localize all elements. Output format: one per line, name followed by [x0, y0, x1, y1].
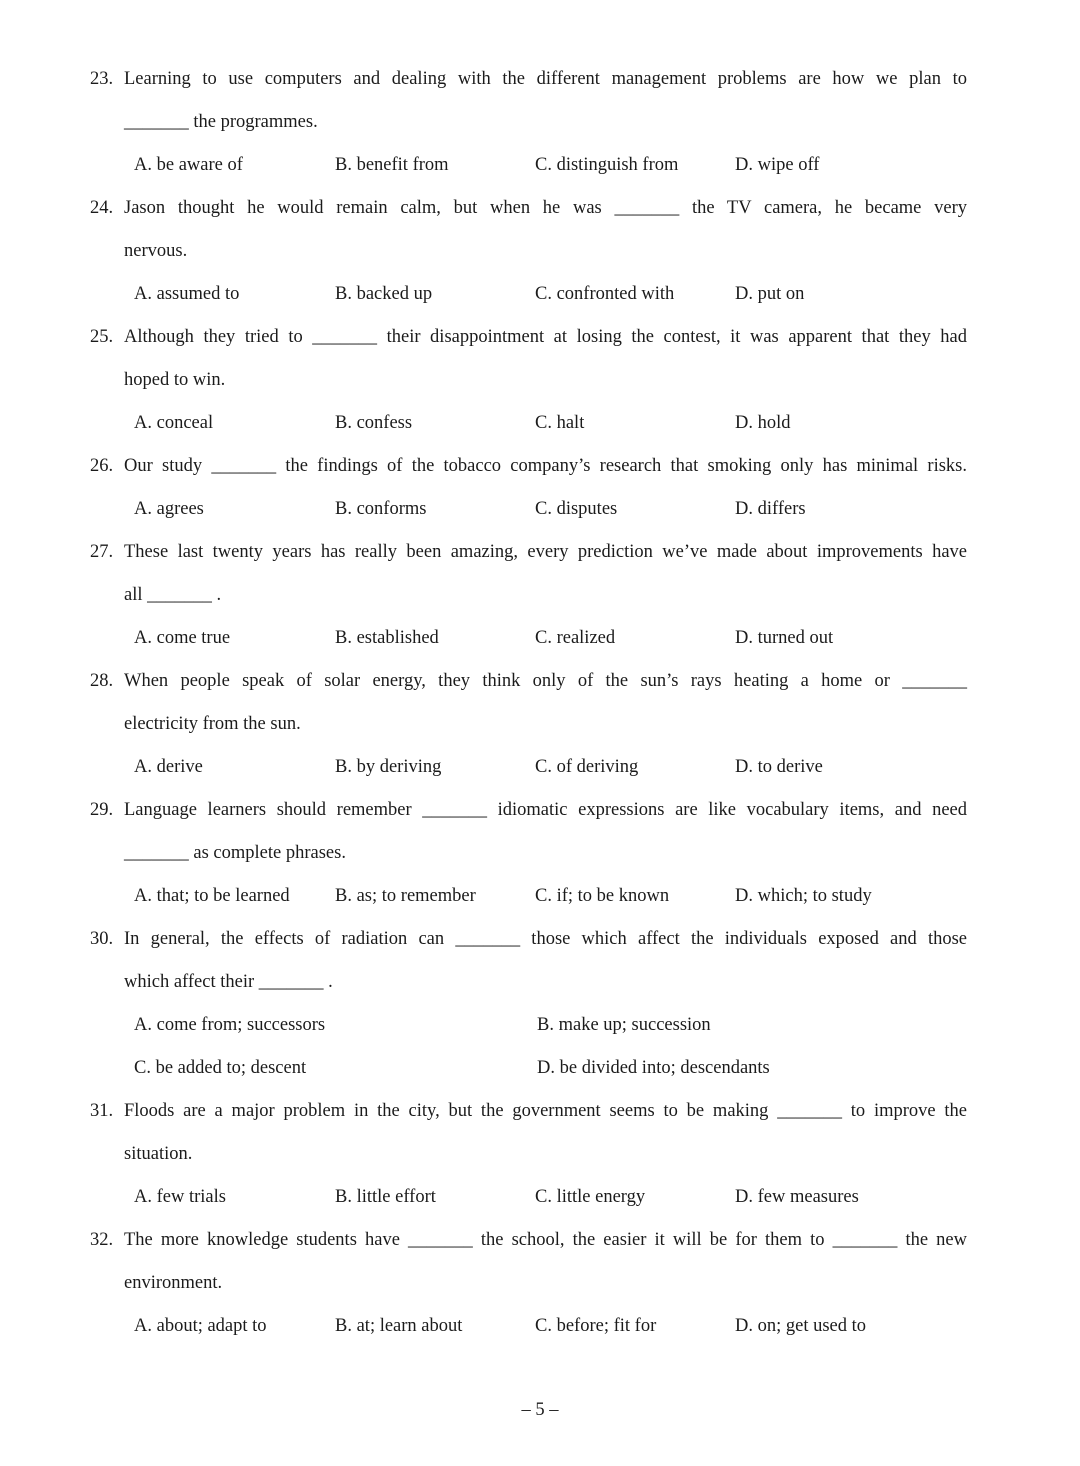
question-32-option-a: A. about; adapt to [134, 1316, 267, 1336]
question-26-options-row-1 [124, 488, 967, 531]
question-30-line-2: which affect their _______ . [124, 972, 333, 992]
question-32-number: 32. [90, 1230, 114, 1250]
question-31-line-1: 31. Floods are a major problem in the city, but the government seems to be making _______ to improve the [124, 1090, 967, 1133]
question-28-option-b: B. by deriving [335, 757, 442, 777]
question-26-option-c: C. disputes [535, 499, 618, 519]
question-28-option-a: A. derive [134, 757, 203, 777]
question-26-number: 26. [90, 456, 114, 476]
question-26 [90, 445, 967, 531]
question-24-option-b: B. backed up [335, 284, 433, 304]
question-26-option-b: B. conforms [335, 499, 427, 519]
question-30-options-row-1 [124, 1004, 967, 1047]
question-29-line-1: 29. Language learners should remember _______ idiomatic expressions are like vocabulary items, and need [124, 789, 967, 832]
question-23-line-2: _______ the programmes. [124, 112, 318, 132]
question-31-option-d: D. few measures [735, 1187, 859, 1207]
question-25-option-c: C. halt [535, 413, 585, 433]
question-24-line-2: nervous. [124, 241, 188, 261]
question-25-number: 25. [90, 327, 114, 347]
question-32-option-c: C. before; fit for [535, 1316, 657, 1336]
question-25-line-2: hoped to win. [124, 370, 226, 390]
question-28 [90, 660, 967, 789]
question-24-option-a: A. assumed to [134, 284, 240, 304]
question-30-option-d: D. be divided into; descendants [537, 1058, 770, 1078]
question-27-option-a: A. come true [134, 628, 231, 648]
question-27-number: 27. [90, 542, 114, 562]
question-32-options-row-1 [124, 1305, 967, 1348]
question-28-options-row-1 [124, 746, 967, 789]
question-list [90, 58, 967, 1348]
question-32 [90, 1219, 967, 1348]
question-29-number: 29. [90, 800, 114, 820]
question-26-line-1: 26. Our study _______ the findings of the tobacco company’s research that smoking only has minimal risks. [124, 445, 967, 488]
question-31-number: 31. [90, 1101, 114, 1121]
question-32-option-d: D. on; get used to [735, 1316, 867, 1336]
question-29-option-a: A. that; to be learned [134, 886, 290, 906]
question-24-option-d: D. put on [735, 284, 805, 304]
question-32-option-b: B. at; learn about [335, 1316, 463, 1336]
question-24-option-c: C. confronted with [535, 284, 675, 304]
question-24-number: 24. [90, 198, 114, 218]
question-30-line-1: 30. In general, the effects of radiation can _______ those which affect the individuals exposed and those [124, 918, 967, 961]
question-31 [90, 1090, 967, 1219]
question-29 [90, 789, 967, 918]
question-31-options-row-1 [124, 1176, 967, 1219]
page-number: – 5 – [521, 1400, 559, 1420]
question-24-options-row-1 [124, 273, 967, 316]
question-25-option-b: B. confess [335, 413, 413, 433]
question-32-line-1: 32. The more knowledge students have _______ the school, the easier it will be for them to _______ the new [124, 1219, 967, 1262]
page-footer [0, 1389, 1080, 1432]
question-27-option-c: C. realized [535, 628, 616, 648]
question-31-line-2: situation. [124, 1144, 193, 1164]
question-27-line-2: all _______ . [124, 585, 222, 605]
question-30-option-a: A. come from; successors [134, 1015, 326, 1035]
question-28-line-1: 28. When people speak of solar energy, they think only of the sun’s rays heating a home or _______ [124, 660, 967, 703]
question-29-option-b: B. as; to remember [335, 886, 476, 906]
question-23-option-b: B. benefit from [335, 155, 449, 175]
question-23-option-c: C. distinguish from [535, 155, 679, 175]
question-30-option-c: C. be added to; descent [134, 1058, 307, 1078]
question-30-option-b: B. make up; succession [537, 1015, 711, 1035]
question-25-options-row-1 [124, 402, 967, 445]
question-27-option-b: B. established [335, 628, 439, 648]
question-32-line-2: environment. [124, 1273, 223, 1293]
question-30-options-row-2 [124, 1047, 967, 1090]
question-25-option-d: D. hold [735, 413, 791, 433]
question-27-option-d: D. turned out [735, 628, 834, 648]
question-29-line-2: _______ as complete phrases. [124, 843, 346, 863]
question-24-line-1: 24. Jason thought he would remain calm, but when he was _______ the TV camera, he became very [124, 187, 967, 230]
question-27 [90, 531, 967, 660]
question-31-option-c: C. little energy [535, 1187, 646, 1207]
question-31-option-b: B. little effort [335, 1187, 436, 1207]
question-27-options-row-1 [124, 617, 967, 660]
question-23 [90, 58, 967, 187]
question-28-option-c: C. of deriving [535, 757, 639, 777]
question-28-option-d: D. to derive [735, 757, 823, 777]
question-29-option-d: D. which; to study [735, 886, 872, 906]
question-25-line-1: 25. Although they tried to _______ their disappointment at losing the contest, it was apparent that they had [124, 316, 967, 359]
question-28-line-2: electricity from the sun. [124, 714, 301, 734]
question-25-option-a: A. conceal [134, 413, 214, 433]
question-29-option-c: C. if; to be known [535, 886, 670, 906]
question-23-line-1: 23. Learning to use computers and dealing with the different management problems are how we plan to [124, 58, 967, 101]
question-25 [90, 316, 967, 445]
question-26-option-a: A. agrees [134, 499, 204, 519]
question-28-number: 28. [90, 671, 114, 691]
question-24 [90, 187, 967, 316]
question-27-line-1: 27. These last twenty years has really been amazing, every prediction we’ve made about improvements have [124, 531, 967, 574]
question-30-number: 30. [90, 929, 114, 949]
question-26-option-d: D. differs [735, 499, 806, 519]
question-23-number: 23. [90, 69, 114, 89]
question-23-options-row-1 [124, 144, 967, 187]
question-23-option-d: D. wipe off [735, 155, 820, 175]
question-30 [90, 918, 967, 1090]
question-29-options-row-1 [124, 875, 967, 918]
question-31-option-a: A. few trials [134, 1187, 226, 1207]
question-23-option-a: A. be aware of [134, 155, 243, 175]
